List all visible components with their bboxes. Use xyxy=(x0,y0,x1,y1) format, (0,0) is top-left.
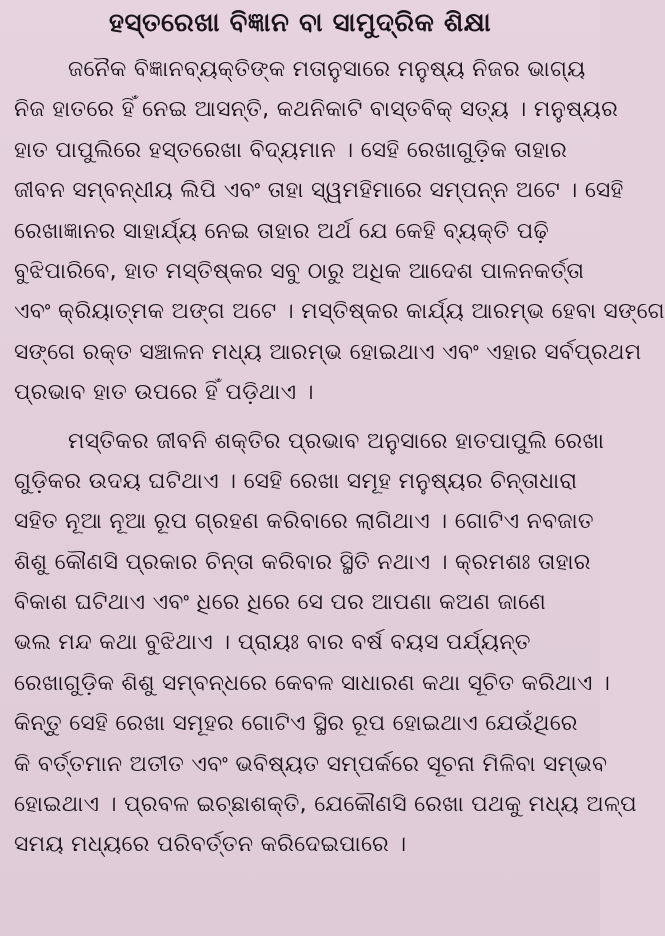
paragraph-line: ନିଜ ହାତରେ ହିଁ ନେଇ ଆସନ୍ତି, କଥନିକାଟି ବାସ୍ତବିକ୍ ସତ୍ୟ । ମନୁଷ୍ୟର xyxy=(14,97,619,123)
paragraph-line: ଗୁଡ଼ିକର ଉଦୟ ଘଟିଥାଏ । ସେହି ରେଖା ସମୂହ ମନୁଷ୍ୟର ଚିନ୍ତାଧାରା xyxy=(14,468,578,494)
paragraph-line: ସମୟ ମଧ୍ୟରେ ପରିବର୍ତ୍ତନ କରିଦେଇପାରେ । xyxy=(14,832,407,858)
paragraph-line: ରେଖାଜ୍ଞାନର ସାହାର୍ଯ୍ୟ ନେଇ ତାହାର ଅର୍ଥ ଯେ କେହି ବ୍ୟକ୍ତି ପଢ଼ି xyxy=(14,218,550,244)
paragraph-line: ପ୍ରଭାବ ହାତ ଉପରେ ହିଁ ପଡ଼ିଥାଏ । xyxy=(14,380,314,406)
paragraph-line: ଜୀବନ ସମ୍ବନ୍ଧୀୟ ଲିପି ଏବଂ ତାହା ସ୍ୱମହିମାରେ ସମ୍ପନ୍ନ ଅଟେ । ସେହି xyxy=(14,178,624,204)
paragraph-line: ବିକାଶ ଘଟିଥାଏ ଏବଂ ଧିରେ ଧିରେ ସେ ପର ଆପଣା କଅଣ ଜାଣେ xyxy=(14,590,547,616)
paragraph-line: ଶିଶୁ କୌଣସି ପ୍ରକାର ଚିନ୍ତା କରିବାର ସ୍ଥିତି ନଥାଏ । କ୍ରମଶଃ ତାହାର xyxy=(14,549,591,575)
paragraph-line: ହାତ ପାପୁଲିରେ ହସ୍ତରେଖା ବିଦ୍ୟମାନ । ସେହି ରେଖାଗୁଡ଼ିକ ତାହାର xyxy=(14,137,568,163)
paragraph-line: କିନ୍ତୁ ସେହି ରେଖା ସମୂହର ଗୋଟିଏ ସ୍ଥିର ରୂପ ହୋଇଥାଏ ଯେଉଁଥିରେ xyxy=(14,711,578,737)
paragraph-line: ଜନୈକ ବିଜ୍ଞାନବ୍ୟକ୍ତିଙ୍କ ମତାନୁସାରେ ମନୁଷ୍ୟ ନିଜର ଭାଗ୍ୟ xyxy=(68,57,586,82)
paragraph-1 xyxy=(14,50,665,414)
article-title: ହସ୍ତରେଖା ବିଜ୍ଞାନ ବା ସାମୁଦ୍ରିକ ଶିକ୍ଷା xyxy=(108,8,492,38)
paragraph-line: ମସ୍ତିକର ଜୀବନି ଶକ୍ତିର ପ୍ରଭାବ ଅନୁସାରେ ହାତପାପୁଲି ରେଖା xyxy=(68,428,605,454)
paragraph-line: ବୁଝିପାରିବେ, ହାତ ମସ୍ତିଷ୍କର ସବୁ ଠାରୁ ଅଧିକ ଆଦେଶ ପାଳନକର୍ତ୍ତା xyxy=(14,258,585,284)
paragraph-line: ଏବଂ କ୍ରିୟାତ୍ମକ ଅଙ୍ଗ ଅଟେ । ମସ୍ତିଷ୍କର କାର୍ଯ୍ୟ ଆରମ୍ଭ ହେବା ସଙ୍ଗେ xyxy=(14,299,665,325)
paragraph-line: ରେଖାଗୁଡ଼ିକ ଶିଶୁ ସମ୍ବନ୍ଧରେ କେବଳ ସାଧାରଣ କଥା ସୂଚିତ କରିଥାଏ । xyxy=(14,670,611,696)
paragraph-line: ଭଲ ମନ୍ଦ କଥା ବୁଝିଥାଏ । ପ୍ରାୟଃ ବାର ବର୍ଷ ବୟସ ପର୍ଯ୍ୟନ୍ତ xyxy=(14,630,531,656)
paragraph-line: ସଙ୍ଗେ ରକ୍ତ ସଞ୍ଚାଳନ ମଧ୍ୟ ଆରମ୍ଭ ହୋଇଥାଏ ଏବଂ ଏହାର ସର୍ବପ୍ରଥମ xyxy=(14,339,642,365)
paragraph-line: ହୋଇଥାଏ । ପ୍ରବଳ ଇଚ୍ଛାଶକ୍ତି, ଯେକୌଣସି ରେଖା ପଥକୁ ମଧ୍ୟ ଅଳ୍ପ xyxy=(14,792,637,818)
paragraph-2 xyxy=(14,422,637,866)
paragraph-line: ସହିତ ନୂଆ ନୂଆ ରୂପ ଗ୍ରହଣ କରିବାରେ ଲାଗିଥାଏ । ଗୋଟିଏ ନବଜାତ xyxy=(14,509,594,535)
paragraph-line: କି ବର୍ତ୍ତମାନ ଅତୀତ ଏବଂ ଭବିଷ୍ୟତ ସମ୍ପର୍କରେ ସୂଚନା ମିଳିବା ସମ୍ଭବ xyxy=(14,751,608,777)
